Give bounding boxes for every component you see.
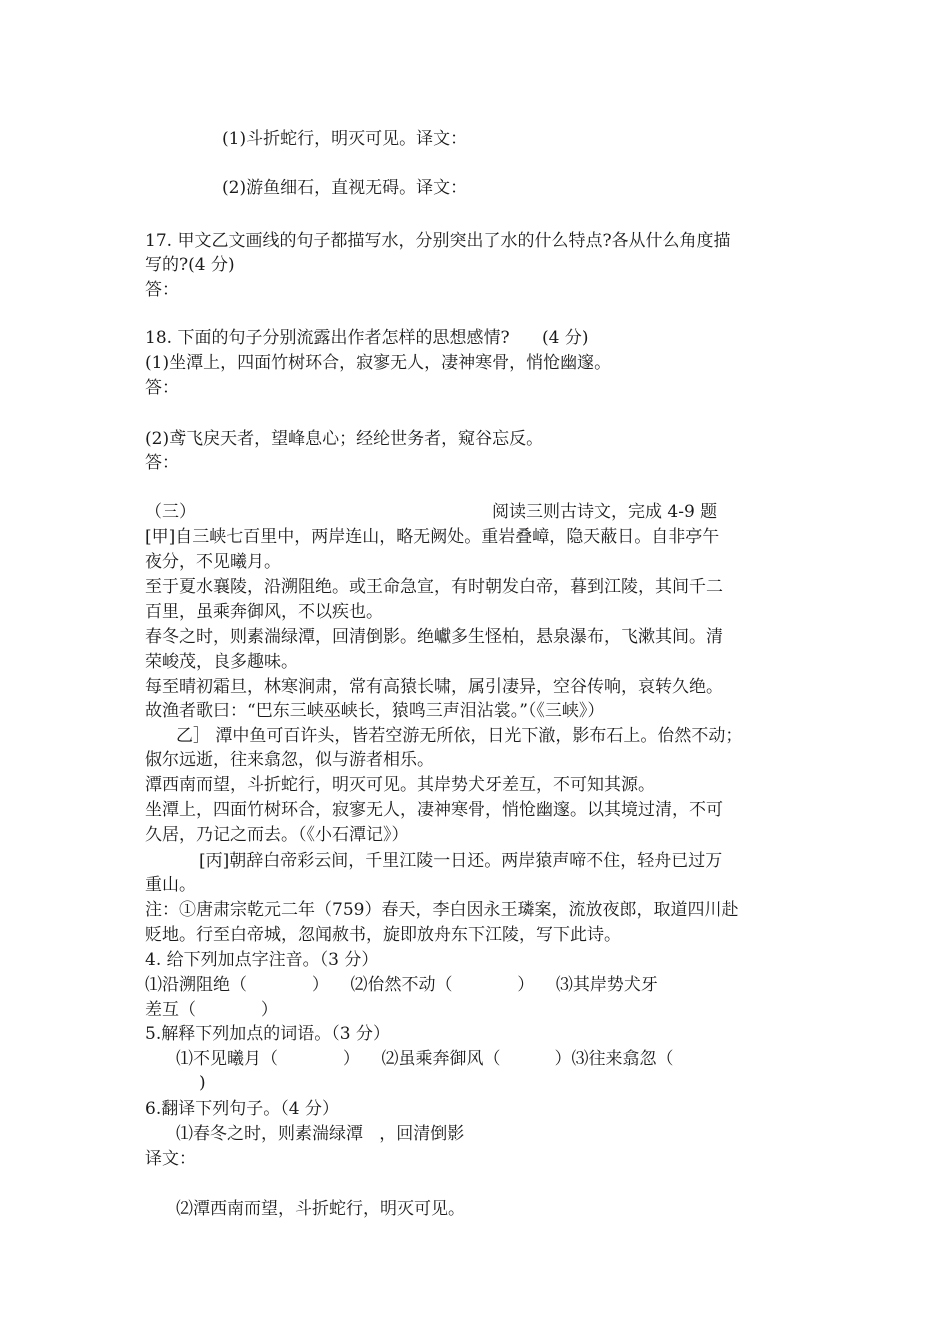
text-line: 重山。 <box>145 875 196 895</box>
answer-label: 答： <box>145 378 179 398</box>
text-line: ⑵潭西南而望，斗折蛇行，明灭可见。 <box>176 1199 465 1219</box>
question-6: 6.翻译下列句子。（4 分） <box>145 1099 339 1119</box>
question-17: 17. 甲文乙文画线的句子都描写水，分别突出了水的什么特点?各从什么角度描 <box>145 231 731 251</box>
section-heading-number: （三） <box>145 502 196 522</box>
text-line: 俶尔远逝，往来翕忽，似与游者相乐。 <box>145 750 434 770</box>
text-line: 每至晴初霜旦，林寒涧肃，常有高猿长啸，属引凄异，空谷传响，哀转久绝。 <box>145 677 723 697</box>
text-line: 夜分，不见曦月。 <box>145 552 281 572</box>
text-line: 潭西南而望，斗折蛇行，明灭可见。其岸势犬牙差互，不可知其源。 <box>145 775 655 795</box>
text-line: [甲]自三峡七百里中，两岸连山，略无阙处。重岩叠嶂，隐天蔽日。自非亭午 <box>145 527 720 547</box>
note-line: 注：①唐肃宗乾元二年（759）春天，李白因永王璘案，流放夜郎，取道四川赴 <box>145 900 739 920</box>
text-line: 春冬之时，则素湍绿潭，回清倒影。绝巘多生怪柏，悬泉瀑布，飞漱其间。清 <box>145 627 723 647</box>
answer-label: 答： <box>145 453 179 473</box>
text-line: [丙]朝辞白帝彩云间，千里江陵一日还。两岸猿声啼不住，轻舟已过万 <box>199 851 723 871</box>
text-line: 荣峻茂，良多趣味。 <box>145 652 298 672</box>
text-line: (1)坐潭上，四面竹树环合，寂寥无人，凄神寒骨，悄怆幽邃。 <box>145 353 612 373</box>
text-line: 至于夏水襄陵，沿溯阻绝。或王命急宣，有时朝发白帝，暮到江陵，其间千二 <box>145 577 723 597</box>
translation-label: 译文： <box>145 1149 196 1169</box>
text-line: (1)斗折蛇行，明灭可见。译文： <box>222 129 468 149</box>
note-line: 贬地。行至白帝城，忽闻赦书，旋即放舟东下江陵，写下此诗。 <box>145 925 621 945</box>
text-line: (2)游鱼细石，直视无碍。译文： <box>222 178 468 198</box>
text-line: 百里，虽乘奔御风，不以疾也。 <box>145 602 383 622</box>
text-line: 坐潭上，四面竹树环合，寂寥无人，凄神寒骨，悄怆幽邃。以其境过清，不可 <box>145 800 723 820</box>
section-heading-instruction: 阅读三则古诗文，完成 4-9 题 <box>492 502 718 522</box>
text-line: ⑴春冬之时，则素湍绿潭 ，回清倒影 <box>176 1124 465 1144</box>
text-line: 故渔者歌曰：“巴东三峡巫峡长，猿鸣三声泪沾裳。”（《三峡》） <box>145 701 605 721</box>
text-line: 差互（ ） <box>145 1000 278 1020</box>
text-line: 写的?(4 分) <box>145 255 235 275</box>
question-4: 4. 给下列加点字注音。（3 分） <box>145 950 379 970</box>
text-line: ⑴不见曦月（ ） ⑵虽乘奔御风（ ）⑶往来翕忽（ <box>176 1049 674 1069</box>
question-5: 5.解释下列加点的词语。（3 分） <box>145 1024 390 1044</box>
text-line: 久居，乃记之而去。（《小石潭记》） <box>145 825 409 845</box>
text-line: 乙］ 潭中鱼可百许头，皆若空游无所依，日光下澈，影布石上。佁然不动； <box>176 726 743 746</box>
answer-label: 答： <box>145 280 179 300</box>
text-line: (2)鸢飞戾天者，望峰息心；经纶世务者，窥谷忘反。 <box>145 429 544 449</box>
text-line: ) <box>199 1073 206 1093</box>
question-18: 18. 下面的句子分别流露出作者怎样的思想感情? (4 分) <box>145 328 589 348</box>
text-line: ⑴沿溯阻绝（ ） ⑵佁然不动（ ） ⑶其岸势犬牙 <box>145 975 658 995</box>
